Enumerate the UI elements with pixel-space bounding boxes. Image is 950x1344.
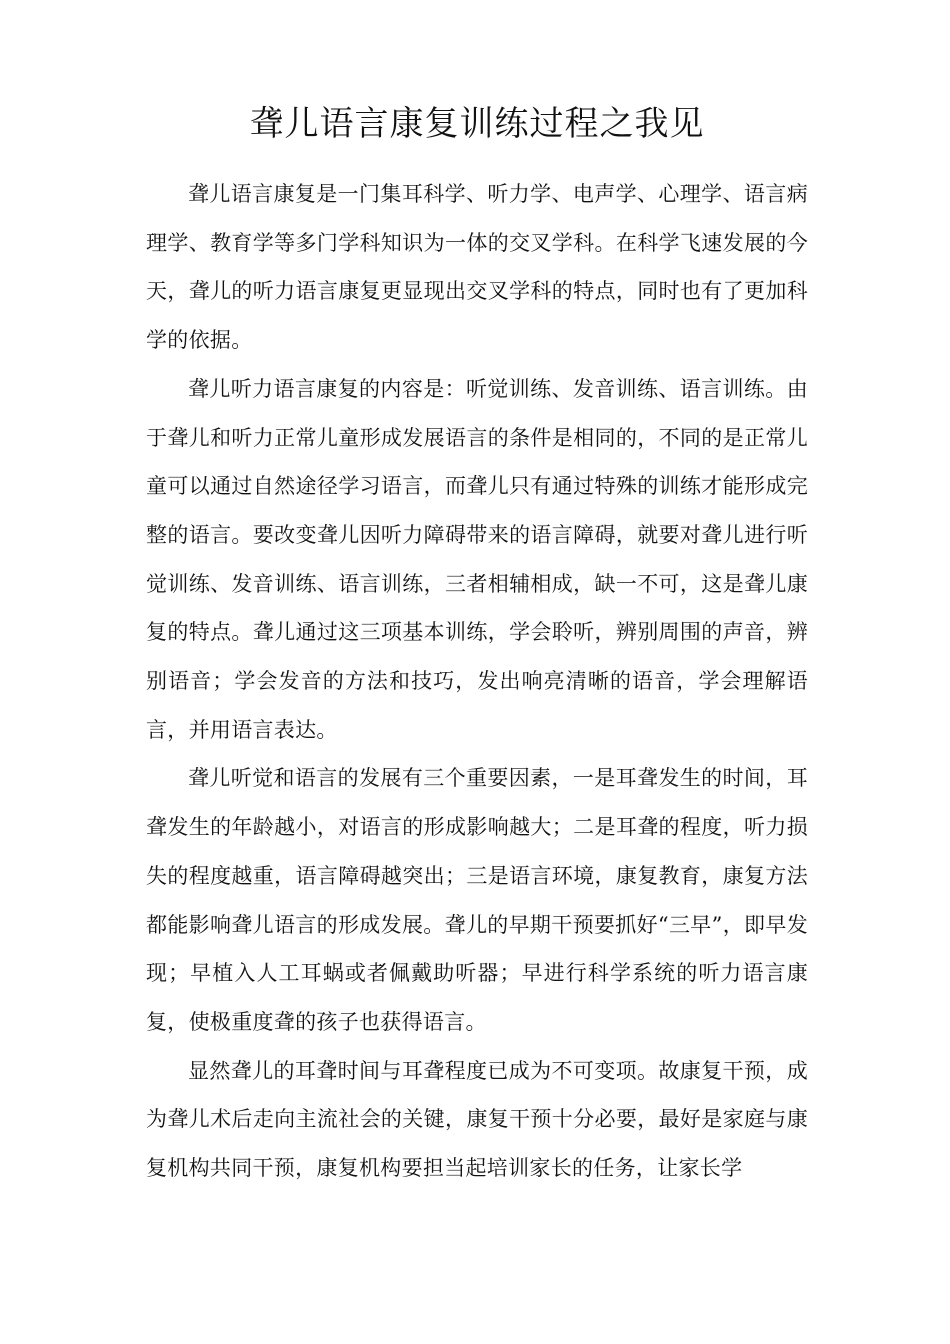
paragraph-factors: 聋儿听觉和语言的发展有三个重要因素，一是耳聋发生的时间，耳聋发生的年龄越小，对语言的形成影响越大；二是耳聋的程度，听力损失的程度越重，语言障碍越突出；三是语言环境，康复教育，康复方法都能影响聋儿语言的形成发展。聋儿的早期干预要抓好“三早”，即早发现；早植入人工耳蜗或者佩戴助听器；早进行科学系统的听力语言康复，使极重度聋的孩子也获得语言。	[146, 766, 808, 1034]
document-title: 聋儿语言康复训练过程之我见	[249, 104, 705, 144]
paragraph-content: 聋儿听力语言康复的内容是：听觉训练、发音训练、语言训练。由于聋儿和听力正常儿童形成发展语言的条件是相同的，不同的是正常儿童可以通过自然途径学习语言，而聋儿只有通过特殊的训练才能形成完整的语言。要改变聋儿因听力障碍带来的语言障碍，就要对聋儿进行听觉训练、发音训练、语言训练，三者相辅相成，缺一不可，这是聋儿康复的特点。聋儿通过这三项基本训练，学会聆听，辨别周围的声音，辨别语音；学会发音的方法和技巧，发出响亮清晰的语音，学会理解语言，并用语言表达。	[146, 376, 808, 742]
paragraph-intervention: 显然聋儿的耳聋时间与耳聋程度已成为不可变项。故康复干预，成为聋儿术后走向主流社会的关键，康复干预十分必要，最好是家庭与康复机构共同干预，康复机构要担当起培训家长的任务，让家长学	[146, 1058, 808, 1181]
paragraph-intro: 聋儿语言康复是一门集耳科学、听力学、电声学、心理学、语言病理学、教育学等多门学科知识为一体的交叉学科。在科学飞速发展的今天，聋儿的听力语言康复更显现出交叉学科的特点，同时也有了更加科学的依据。	[146, 182, 808, 353]
